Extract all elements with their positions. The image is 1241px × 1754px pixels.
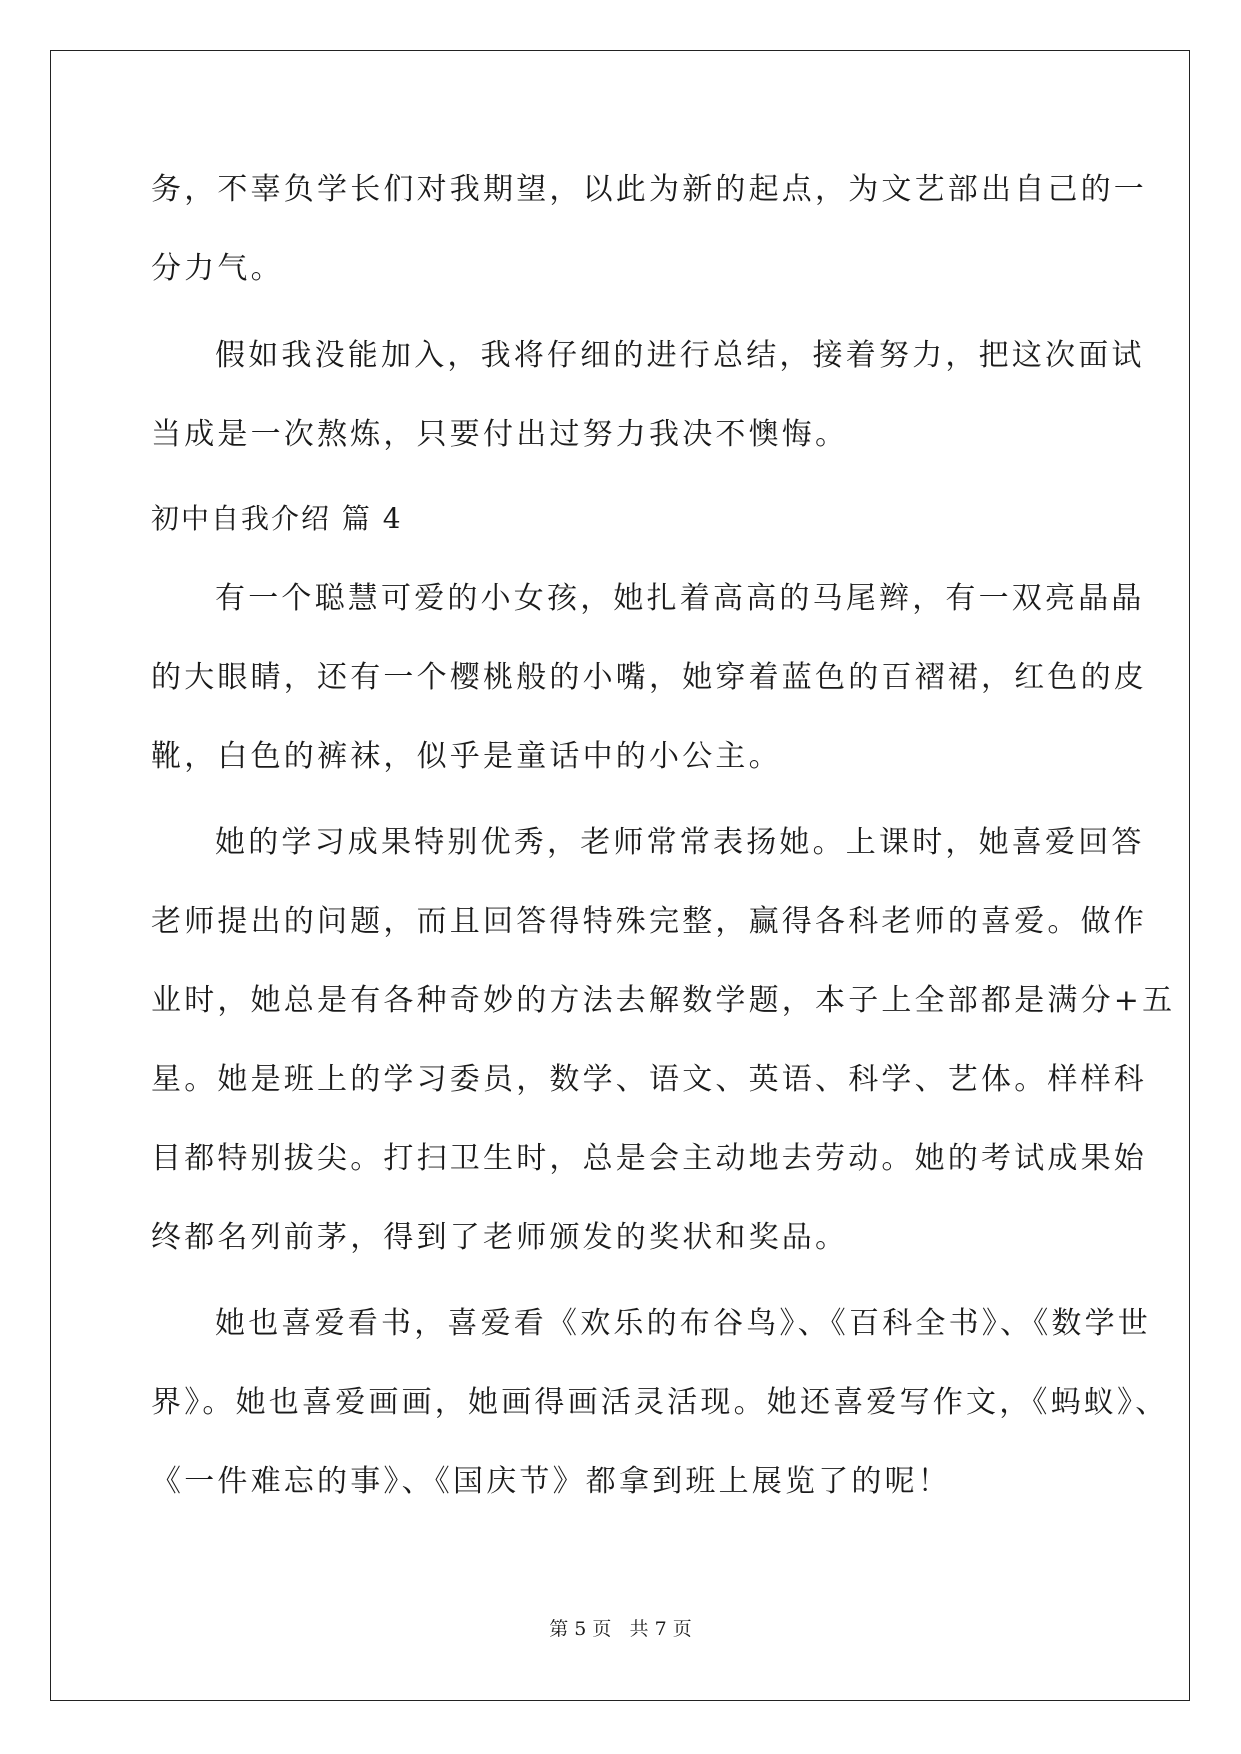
paragraph-line: 分力气。: [151, 251, 284, 286]
section-heading: 初中自我介绍 篇 4: [151, 502, 403, 535]
paragraph-line: 星。她是班上的学习委员，数学、语文、英语、科学、艺体。样样科: [151, 1062, 1147, 1097]
paragraph-line: 《一件难忘的事》、《国庆节》都拿到班上展览了的呢！: [151, 1464, 951, 1499]
paragraph-line: 她的学习成果特别优秀，老师常常表扬她。上课时，她喜爱回答: [215, 825, 1145, 860]
paragraph-line: 的大眼睛，还有一个樱桃般的小嘴，她穿着蓝色的百褶裙，红色的皮: [151, 660, 1147, 695]
page-number-footer: 第 5 页 共 7 页: [549, 1618, 692, 1640]
paragraph-line: 有一个聪慧可爱的小女孩，她扎着高高的马尾辫，有一双亮晶晶: [215, 581, 1145, 616]
paragraph-line: 老师提出的问题，而且回答得特殊完整，赢得各科老师的喜爱。做作: [151, 904, 1147, 939]
paragraph-line: 她也喜爱看书，喜爱看《欢乐的布谷鸟》、《百科全书》、《数学世: [215, 1306, 1151, 1341]
paragraph-line: 目都特别拔尖。打扫卫生时，总是会主动地去劳动。她的考试成果始: [151, 1141, 1147, 1176]
page-border: [50, 50, 1190, 1701]
paragraph-line: 业时，她总是有各种奇妙的方法去解数学题，本子上全部都是满分+五: [151, 983, 1176, 1018]
paragraph-line: 假如我没能加入，我将仔细的进行总结，接着努力，把这次面试: [215, 338, 1145, 373]
paragraph-line: 界》。她也喜爱画画，她画得画活灵活现。她还喜爱写作文，《蚂蚁》、: [151, 1385, 1169, 1420]
paragraph-line: 靴，白色的裤袜，似乎是童话中的小公主。: [151, 739, 782, 774]
paragraph-line: 终都名列前茅，得到了老师颁发的奖状和奖品。: [151, 1220, 849, 1255]
paragraph-line: 务，不辜负学长们对我期望，以此为新的起点，为文艺部出自己的一: [151, 172, 1147, 207]
paragraph-line: 当成是一次熬炼，只要付出过努力我决不懊悔。: [151, 417, 849, 452]
